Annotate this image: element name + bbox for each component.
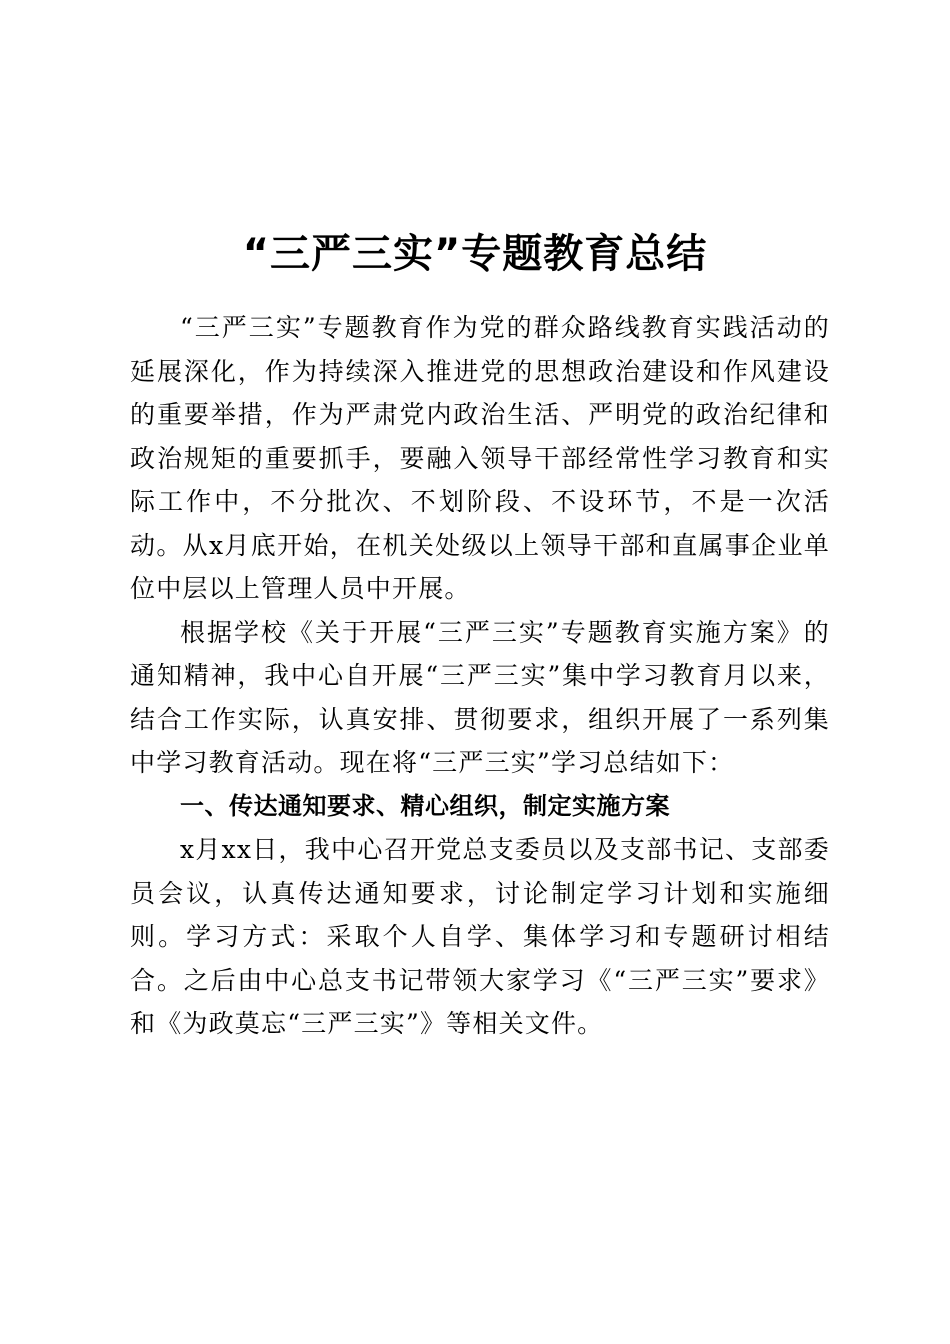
document-body [130,306,830,1046]
paragraph-background: 根据学校《关于开展“三严三实”专题教育实施方案》的通知精神，我中心自开展“三严三实”集中学习教育月以来，结合工作实际，认真安排、贯彻要求，组织开展了一系列集中学习教育活动。现在将“三严三实”学习总结如下： [130,617,830,777]
paragraph-section-1: x月xx日，我中心召开党总支委员以及支部书记、支部委员会议，认真传达通知要求，讨论制定学习计划和实施细则。学习方式：采取个人自学、集体学习和专题研讨相结合。之后由中心总支书记带领大家学习《“三严三实”要求》和《为政莫忘“三严三实”》等相关文件。 [130,835,830,1038]
section-heading-1: 一、传达通知要求、精心组织，制定实施方案 [180,791,670,820]
document-title: “三严三实”专题教育总结 [242,231,708,277]
paragraph-intro: “三严三实”专题教育作为党的群众路线教育实践活动的延展深化，作为持续深入推进党的思想政治建设和作风建设的重要举措，作为严肃党内政治生活、严明党的政治纪律和政治规矩的重要抓手，要融入领导干部经常性学习教育和实际工作中，不分批次、不划阶段、不设环节，不是一次活动。从x月底开始，在机关处级以上领导干部和直属事企业单位中层以上管理人员中开展。 [130,313,830,603]
